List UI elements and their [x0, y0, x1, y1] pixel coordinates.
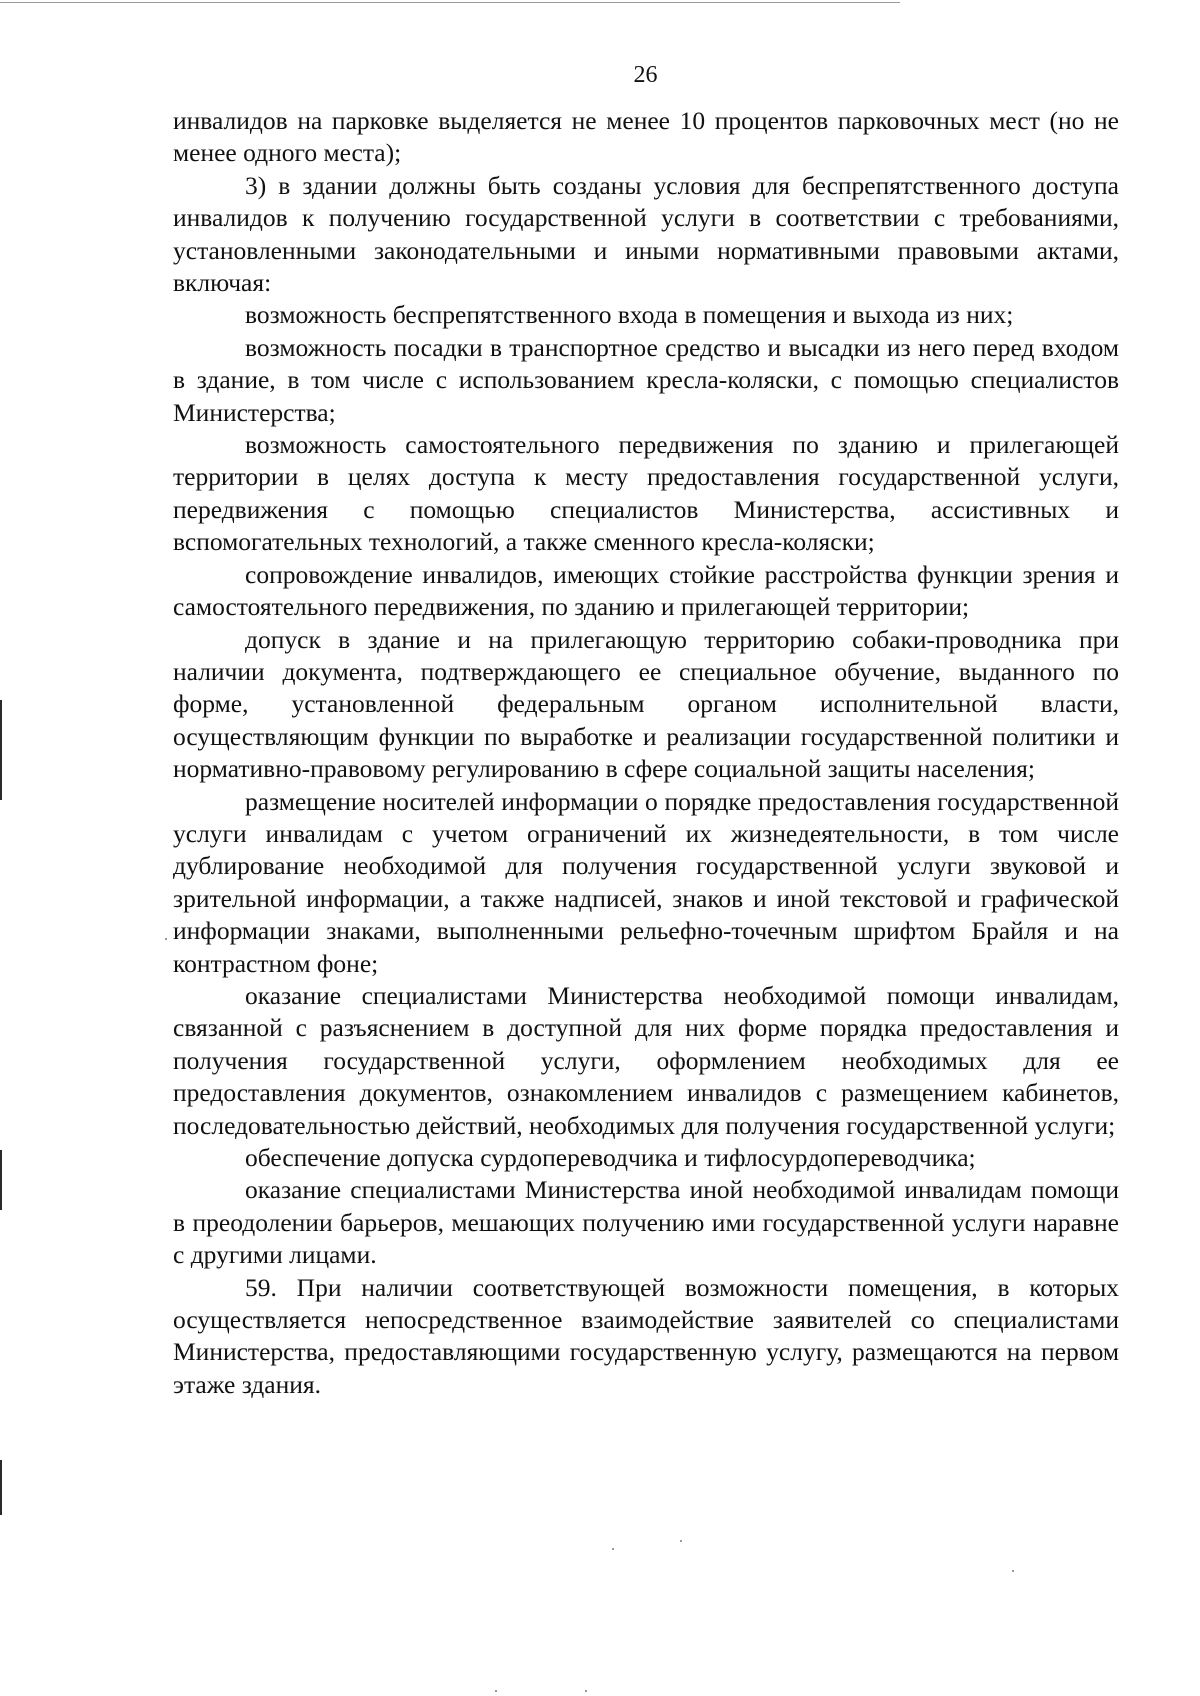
paragraph: возможность самостоятельного передвижения по зданию и прилегающей территории в целях доступа к месту предоставления государственной услуги, передвижения с помощью специалистов Министерства, ассистивных и вспомогательных технологий, а также сменного кресла-коляски; [173, 430, 1119, 557]
scan-top-border [0, 2, 900, 3]
paragraph: допуск в здание и на прилегающую территорию собаки-проводника при наличии документа, подтверждающего ее специальное обучение, выданного по форме, установленной федеральным органом исполнительной власти, осуществляющим функции по выработке и реализации государственной политики и нормативно-правовому регулированию в сфере социальной защиты населения; [173, 624, 1119, 784]
scan-speck [165, 938, 167, 940]
paragraph: 59. При наличии соответствующей возможности помещения, в которых осуществляется непосредственное взаимодействие заявителей со специалистами Министерства, предоставляющими государственную услугу, размещаются на первом этаже здания. [173, 1272, 1119, 1399]
paragraph: возможность посадки в транспортное средство и высадки из него перед входом в здание, в том числе с использованием кресла-коляски, с помощью специалистов Министерства; [173, 332, 1119, 427]
paragraph: оказание специалистами Министерства иной необходимой инвалидам помощи в преодолении барьеров, мешающих получению ими государственной услуги наравне с другими лицами. [173, 1175, 1119, 1270]
paragraph: 3) в здании должны быть созданы условия для беспрепятственного доступа инвалидов к получению государственной услуги в соответствии с требованиями, установленными законодательными и иными нормативными правовыми актами, включая: [173, 170, 1119, 298]
paragraph: обеспечение допуска сурдопереводчика и тифлосурдопереводчика; [245, 1143, 976, 1172]
scan-speck [1012, 1570, 1014, 1572]
scan-edge-mark [0, 1150, 2, 1210]
paragraph: инвалидов на парковке выделяется не менее 10 процентов парковочных мест (но не менее одного места); [173, 106, 1119, 168]
paragraph: сопровождение инвалидов, имеющих стойкие расстройства функции зрения и самостоятельного передвижения, по зданию и прилегающей территории; [173, 559, 1119, 622]
scan-speck [612, 1548, 614, 1550]
paragraph: оказание специалистами Министерства необходимой помощи инвалидам, связанной с разъяснением в доступной для них форме порядка предоставления и получения государственной услуги, оформлением необходимых для ее предоставления документов, ознакомлением инвалидов с размещением кабинетов, последовательностью действий, необходимых для получения государственной услуги; [173, 980, 1119, 1140]
page-number: 26 [633, 62, 658, 88]
scan-speck [495, 1690, 497, 1692]
document-body [173, 105, 1119, 1401]
scan-speck [585, 1690, 587, 1692]
scan-speck [680, 1540, 682, 1542]
scan-edge-mark [0, 1460, 2, 1515]
paragraph: размещение носителей информации о порядке предоставления государственной услуги инвалидам с учетом ограничений их жизнедеятельности, в том числе дублирование необходимой для получения государственной услуги звуковой и зрительной информации, а также надписей, знаков и иной текстовой и графической информации знаками, выполненными рельефно-точечным шрифтом Брайля и на контрастном фоне; [173, 786, 1119, 978]
paragraph: возможность беспрепятственного входа в помещения и выхода из них; [245, 300, 1014, 330]
scan-edge-mark [0, 700, 2, 800]
